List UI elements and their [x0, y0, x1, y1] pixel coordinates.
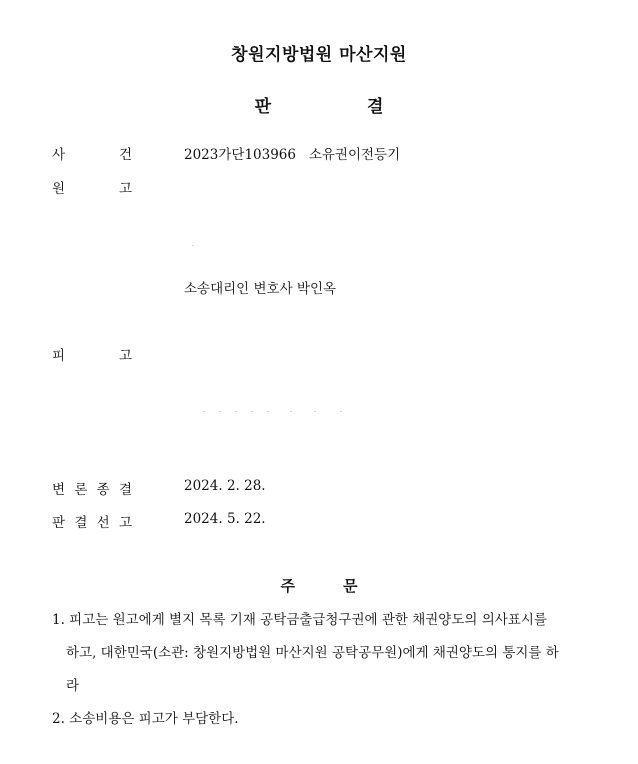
argument-closed-char-1: 변	[52, 482, 66, 498]
case-row	[0, 143, 638, 163]
redaction-mark	[290, 411, 292, 412]
defendant-label-char-2: 고	[118, 348, 132, 364]
order-item-1-line-1: 1. 피고는 원고에게 별지 목록 기재 공탁금출급청구권에 관한 채권양도의 의사표시를	[52, 612, 547, 628]
redaction-mark	[192, 245, 194, 246]
order-item-1-line-3: 라	[66, 678, 80, 694]
order-body	[52, 604, 592, 736]
redaction-mark	[219, 411, 221, 412]
order-item-2: 2. 소송비용은 피고가 부담한다.	[52, 711, 239, 727]
plaintiff-row	[0, 177, 638, 197]
judgment-date-char-3: 선	[96, 515, 110, 531]
redaction-mark	[251, 411, 253, 412]
argument-closed-char-2: 론	[74, 482, 88, 498]
redaction-mark	[314, 411, 316, 412]
judgment-date-char-2: 결	[74, 515, 88, 531]
case-number: 2023가단103966 소유권이전등기	[184, 147, 401, 163]
plaintiff-attorney: 소송대리인 변호사 박인옥	[184, 281, 337, 297]
plaintiff-attorney-row	[0, 277, 638, 297]
order-item-1-line-2: 하고, 대한민국(소관: 창원지방법원 마산지원 공탁공무원)에게 채권양도의 통지를 하	[66, 645, 559, 661]
judgment-date-char-1: 판	[52, 515, 66, 531]
defendant-label	[52, 344, 132, 364]
case-label-char-2: 건	[118, 147, 132, 163]
argument-closed-row	[0, 478, 638, 498]
judgment-date-row	[0, 511, 638, 531]
judgment-date: 2024. 5. 22.	[184, 511, 266, 527]
plaintiff-label	[52, 177, 132, 197]
document-title: 판결	[254, 97, 480, 117]
plaintiff-label-char-2: 고	[118, 181, 132, 197]
redaction-mark	[235, 411, 237, 412]
case-label-char-1: 사	[52, 147, 66, 163]
redaction-mark	[340, 411, 342, 412]
redaction-mark	[203, 411, 205, 412]
argument-closed-label	[52, 478, 132, 498]
case-label	[52, 143, 132, 163]
judgment-date-label	[52, 511, 132, 531]
plaintiff-label-char-1: 원	[52, 181, 66, 197]
argument-closed-char-4: 결	[118, 482, 132, 498]
judgment-date-char-4: 고	[118, 515, 132, 531]
defendant-row	[0, 344, 638, 364]
argument-closed-date: 2024. 2. 28.	[184, 478, 266, 494]
defendant-label-char-1: 피	[52, 348, 66, 364]
order-title: 주문	[280, 577, 406, 595]
court-name: 창원지방법원 마산지원	[231, 45, 407, 65]
redaction-mark	[267, 411, 269, 412]
argument-closed-char-3: 종	[96, 482, 110, 498]
